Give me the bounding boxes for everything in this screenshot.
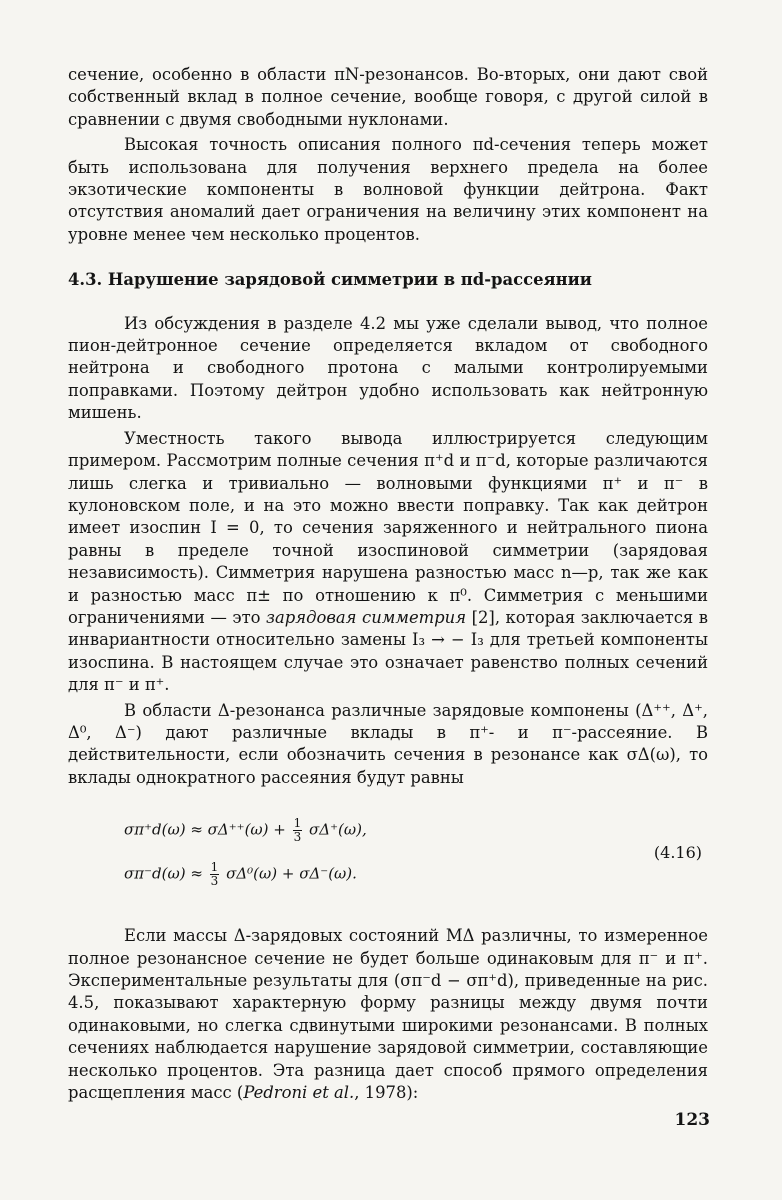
paragraph-4 [68, 428, 708, 697]
page-number: 123 [674, 1110, 710, 1130]
fraction-numerator: 1 [210, 860, 219, 875]
paragraph-6-citation: Pedroni et al. [243, 1083, 355, 1103]
paragraph-3: Из обсуждения в разделе 4.2 мы уже сделали вывод, что полное пион-дейтронное сечение определяется вкладом от свободного нейтрона и свободного протона с малыми контролируемыми поправками. Поэтому дейтрон удобно использовать как нейтронную мишень. [68, 313, 708, 423]
equation-1-left: σπ⁺d(ω) ≈ σΔ⁺⁺(ω) + [124, 820, 286, 839]
equation-block [68, 805, 708, 903]
equation-1 [124, 817, 367, 844]
equation-1-right: σΔ⁺(ω), [309, 820, 367, 839]
fraction-numerator: 1 [293, 816, 302, 831]
fraction-denominator: 3 [210, 874, 219, 889]
equation-number: (4.16) [653, 843, 702, 863]
equation-2 [124, 861, 357, 888]
paragraph-1: сечение, особенно в области πN-резонансов. Во-вторых, они дают свой собственный вклад в полное сечение, вообще говоря, с другой силой в сравнении с двумя свободными нуклонами. [68, 65, 708, 129]
paragraph-4-text-b: [2], которая заключается в инвариантности относительно замены I₃ → − I₃ для третьей компоненты изоспина. В настоящем случае это означает равенство полных сечений для π⁻ и π⁺. [68, 607, 709, 695]
paragraph-6-text-b: , 1978): [354, 1083, 419, 1103]
paragraph-4-emphasis: зарядовая симметрия [266, 607, 467, 627]
paragraph-6 [68, 925, 708, 1104]
equation-2-left: σπ⁻d(ω) ≈ [124, 864, 203, 883]
fraction-one-third [293, 817, 303, 844]
paragraph-6-text-a: Если массы Δ-зарядовых состояний MΔ различны, то измеренное полное резонансное сечение не будет больше одинаковым для π⁻ и π⁺. Экспериментальные результаты для (σπ⁻d − σπ⁺d), приведенные на рис. 4.5, показывают характерную форму разницы между двумя почти одинаковыми, но слегка сдвинутыми широкими резонансами. В полных сечениях наблюдается нарушение зарядовой симметрии, составляющие несколько процентов. Эта разница дает способ прямого определения расщепления масс ( [68, 926, 708, 1103]
fraction-one-third [210, 861, 220, 888]
equation-2-right: σΔ⁰(ω) + σΔ⁻(ω). [226, 864, 357, 883]
page-body [68, 64, 708, 1104]
fraction-denominator: 3 [293, 830, 302, 845]
paragraph-5: В области Δ-резонанса различные зарядовые компонены (Δ⁺⁺, Δ⁺, Δ⁰, Δ⁻) дают различные вклады в π⁺- и π⁻-рассеяние. В действительности, если обозначить сечения в резонансе как σΔ(ω), то вклады однократного рассеяния будут равны [68, 700, 708, 787]
section-heading: 4.3. Нарушение зарядовой симметрии в πd-рассеянии [68, 270, 592, 290]
paragraph-2: Высокая точность описания полного πd-сечения теперь может быть использована для получения верхнего предела на более экзотические компоненты в волновой функции дейтрона. Факт отсутствия аномалий дает ограничения на величину этих компонент на уровне менее чем несколько процентов. [68, 135, 708, 244]
paragraph-4-text-a: Уместность такого вывода иллюстрируется следующим примером. Рассмотрим полные сечения π⁺d и π⁻d, которые различаются лишь слегка и тривиально — волновыми функциями π⁺ и π⁻ в кулоновском поле, и на это можно ввести поправку. Так как дейтрон имеет изоспин I = 0, то сечения заряженного и нейтрального пиона равны в пределе точной изоспиновой симметрии (зарядовая независимость). Симметрия нарушена разностью масс n—p, так же как и разностью масс π± по отношению к π⁰. Симметрия с меньшими ограничениями — это [68, 428, 708, 627]
